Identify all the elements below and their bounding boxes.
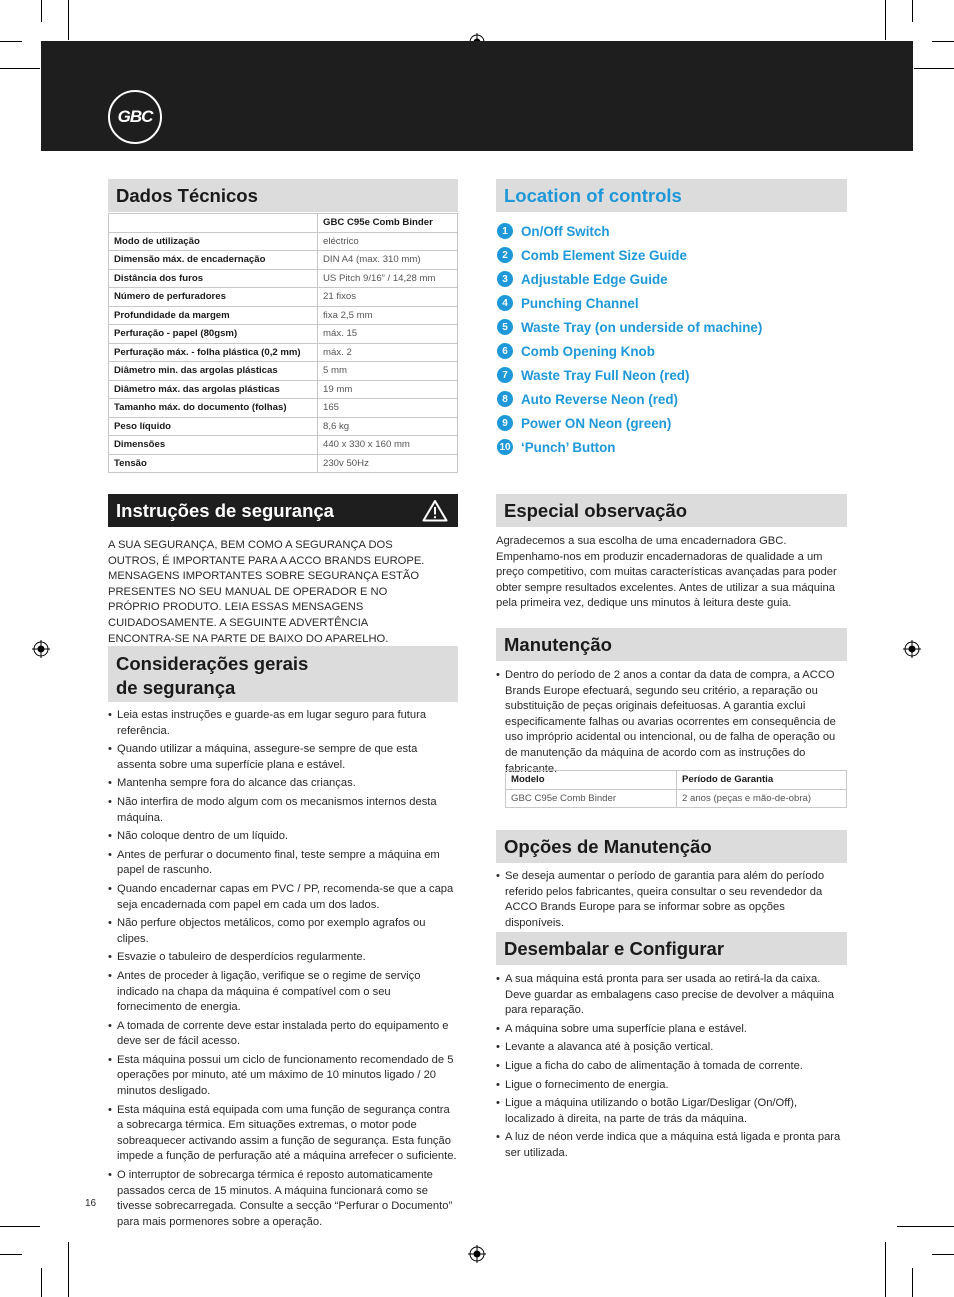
- list-item: • Se deseja aumentar o período de garantia para além do período referido pelos fabricantes, queira consultar o seu revendedor da ACCO Brands Europe para se informar sobre as opções disponíveis.: [496, 869, 847, 931]
- safety-text: A SUA SEGURANÇA, BEM COMO A SEGURANÇA DOS OUTROS, É IMPORTANTE PARA A ACCO BRANDS EUROPE. MENSAGENS IMPORTANTES SOBRE SEGURANÇA ESTÃO PRESENTES NO SEU MANUAL DE OPERADOR E NO PRÓPRIO PRODUTO. LEIA ESSAS MENSAGENS CUIDADOSAMENTE. A SEGUINTE ADVERTÊNCIA ENCONTRA-SE NA PARTE DE BAIXO DO APARELHO.: [108, 539, 425, 645]
- section-header-tech: [108, 179, 458, 212]
- crop-mark: [885, 1242, 886, 1297]
- list-item: [497, 219, 762, 243]
- control-label: On/Off Switch: [521, 223, 610, 239]
- list-item: • Ligue o fornecimento de energia.: [496, 1078, 847, 1094]
- list-item: • A sua máquina está pronta para ser usada ao retirá-la da caixa. Deve guardar as embalagens caso precise de devolver a máquina para reparação.: [496, 972, 847, 1019]
- section-title-line1: Considerações gerais: [116, 653, 309, 674]
- number-badge: 4: [497, 295, 513, 311]
- table-header-row: [506, 771, 847, 790]
- table-row: Tensão 230v 50Hz: [109, 454, 458, 473]
- list-item: • Levante a alavanca até à posição vertical.: [496, 1040, 847, 1056]
- table-row: Perfuração - papel (80gsm) máx. 15: [109, 325, 458, 344]
- control-label: Auto Reverse Neon (red): [521, 391, 678, 407]
- list-item: • Ligue a máquina utilizando o botão Ligar/Desligar (On/Off), localizado à direita, na parte de trás da máquina.: [496, 1096, 847, 1127]
- number-badge: 9: [497, 415, 513, 431]
- list-item: [497, 339, 762, 363]
- list-item: • Ligue a ficha do cabo de alimentação à tomada de corrente.: [496, 1059, 847, 1075]
- control-label: Punching Channel: [521, 295, 639, 311]
- unpack-list: [496, 972, 847, 1165]
- crop-mark: [0, 68, 40, 69]
- table-row: Distância dos furos US Pitch 9/16” / 14,28 mm: [109, 269, 458, 288]
- control-label: Waste Tray (on underside of machine): [521, 319, 763, 335]
- list-item: [497, 435, 762, 459]
- table-row: Peso líquido 8,6 kg: [109, 417, 458, 436]
- number-badge: 1: [497, 223, 513, 239]
- special-text: Agradecemos a sua escolha de uma encadernadora GBC. Empenhamo-nos em produzir encadernadoras de qualidade a um preço competitivo, com muitas características avançadas para poder obter sempre resultados excelentes. Antes de utilizar a sua máquina pela primeira vez, dedique uns minutos à leitura deste guia.: [496, 535, 837, 610]
- number-badge: 10: [497, 439, 513, 455]
- list-item: • A máquina sobre uma superfície plana e estável.: [496, 1022, 847, 1038]
- number-badge: 6: [497, 343, 513, 359]
- crop-mark: [41, 0, 42, 22]
- gbc-logo: [108, 90, 162, 144]
- list-item: • Dentro do período de 2 anos a contar da data de compra, a ACCO Brands Europe efectuará, segundo seu critério, a reparação ou substituição de peças originais defeituosas. A garantia exclui especificamente falhas ou avarias ocorrentes em consequência de uso impróprio acidental ou intencional, ou de falha de operação ou de manutenção da máquina de acordo com as instruções do fabricante.: [496, 668, 847, 777]
- section-title: Especial observação: [504, 500, 688, 521]
- section-header-general: [108, 646, 458, 702]
- registration-mark-icon: [32, 640, 50, 658]
- section-title: Opções de Manutenção: [504, 836, 712, 857]
- section-header-maintenance: [496, 628, 847, 661]
- table-row: Diâmetro máx. das argolas plásticas 19 mm: [109, 380, 458, 399]
- number-badge: 2: [497, 247, 513, 263]
- table-row: Tamanho máx. do documento (folhas) 165: [109, 399, 458, 418]
- crop-mark: [897, 1226, 954, 1227]
- list-item: • Leia estas instruções e guarde-as em lugar seguro para futura referência.: [108, 708, 458, 739]
- list-item: • Esvazie o tabuleiro de desperdícios regularmente.: [108, 950, 458, 966]
- list-item: • Antes de proceder à ligação, verifique se o regime de serviço indicado na chapa da máquina é compatível com o seu fornecimento de energia.: [108, 969, 458, 1016]
- registration-mark-icon: [903, 640, 921, 658]
- crop-mark: [41, 1268, 42, 1297]
- table-row: Perfuração máx. - folha plástica (0,2 mm) máx. 2: [109, 343, 458, 362]
- list-item: • Não coloque dentro de um líquido.: [108, 829, 458, 845]
- list-item: • Quando utilizar a máquina, assegure-se sempre de que esta assenta sobre uma superfície plana e estável.: [108, 742, 458, 773]
- control-label: Comb Element Size Guide: [521, 247, 687, 263]
- table-row: Modo de utilização eléctrico: [109, 232, 458, 251]
- list-item: • O interruptor de sobrecarga térmica é reposto automaticamente passados cerca de 15 minutos. A máquina funcionará como se tivesse sobrecarregada. Consulte a secção “Perfurar o Documento” para mais pormenores sobre a operação.: [108, 1168, 458, 1230]
- crop-mark: [0, 41, 22, 42]
- table-row: Diâmetro min. das argolas plásticas 5 mm: [109, 362, 458, 381]
- crop-mark: [912, 1268, 913, 1297]
- section-header-safety: [108, 494, 458, 527]
- list-item: • Antes de perfurar o documento final, teste sempre a máquina em papel de rascunho.: [108, 848, 458, 879]
- section-header-controls: [496, 179, 847, 212]
- section-header-options: [496, 830, 847, 863]
- logo-text: GBC: [117, 107, 153, 126]
- list-item: [497, 291, 762, 315]
- number-badge: 8: [497, 391, 513, 407]
- table-row: GBC C95e Comb Binder 2 anos (peças e mão-de-obra): [506, 789, 847, 808]
- section-title: Location of controls: [504, 185, 682, 206]
- crop-mark: [885, 0, 886, 40]
- tech-spec-table: [108, 213, 458, 473]
- crop-mark: [68, 1242, 69, 1297]
- general-safety-list: [108, 708, 458, 1233]
- list-item: [497, 411, 762, 435]
- list-item: [497, 387, 762, 411]
- product-header: GBC C95e Comb Binder: [318, 214, 458, 233]
- crop-mark: [0, 1226, 40, 1227]
- list-item: [497, 363, 762, 387]
- section-title-line2: de segurança: [116, 677, 236, 698]
- list-item: • Não perfure objectos metálicos, como por exemplo agrafos ou clipes.: [108, 916, 458, 947]
- control-label: Power ON Neon (green): [521, 415, 672, 431]
- column-header: Período de Garantia: [677, 771, 847, 790]
- table-row: Número de perfuradores 21 fixos: [109, 288, 458, 307]
- list-item: [497, 315, 762, 339]
- registration-mark-icon: [468, 1245, 486, 1263]
- list-item: [497, 243, 762, 267]
- list-item: • Não interfira de modo algum com os mecanismos internos desta máquina.: [108, 795, 458, 826]
- section-title: Desembalar e Configurar: [504, 938, 725, 959]
- list-item: [497, 267, 762, 291]
- crop-mark: [68, 0, 69, 40]
- warranty-table: [505, 770, 847, 808]
- number-badge: 5: [497, 319, 513, 335]
- crop-mark: [914, 68, 954, 69]
- list-item: • Mantenha sempre fora do alcance das crianças.: [108, 776, 458, 792]
- list-item: • A luz de néon verde indica que a máquina está ligada e pronta para ser utilizada.: [496, 1130, 847, 1161]
- control-label: ‘Punch’ Button: [521, 439, 616, 455]
- control-label: Waste Tray Full Neon (red): [521, 367, 690, 383]
- number-badge: 7: [497, 367, 513, 383]
- list-item: • Esta máquina está equipada com uma função de segurança contra a sobrecarga térmica. Em situações extremas, o motor pode sobreaquecer activando assim a função de segurança. Esta função impede a função de perfuração até a máquina arrefecer o suficiente.: [108, 1103, 458, 1165]
- crop-mark: [0, 1254, 22, 1255]
- list-item: • Esta máquina possui um ciclo de funcionamento recomendado de 5 operações por minuto, até um máximo de 10 minutos ligado / 20 minutos desligado.: [108, 1053, 458, 1100]
- section-header-unpack: [496, 932, 847, 965]
- number-badge: 3: [497, 271, 513, 287]
- crop-mark: [932, 1254, 954, 1255]
- header-band: [41, 41, 913, 151]
- page-number: 16: [85, 1198, 97, 1209]
- warning-triangle-icon: [422, 499, 448, 522]
- section-title: Manutenção: [504, 634, 612, 655]
- table-header-row: [109, 214, 458, 233]
- table-row: Dimensão máx. de encadernação DIN A4 (max. 310 mm): [109, 251, 458, 270]
- column-header: Modelo: [506, 771, 677, 790]
- list-item: • Quando encadernar capas em PVC / PP, recomenda-se que a capa seja encadernada com papel em cada um dos lados.: [108, 882, 458, 913]
- crop-mark: [912, 0, 913, 22]
- list-item: • A tomada de corrente deve estar instalada perto do equipamento e deve ser de fácil acesso.: [108, 1019, 458, 1050]
- section-title: Instruções de segurança: [116, 500, 334, 521]
- section-header-special: [496, 494, 847, 527]
- maintenance-list: [496, 668, 847, 780]
- crop-mark: [932, 41, 954, 42]
- controls-list: [497, 219, 762, 459]
- table-row: Profundidade da margem fixa 2,5 mm: [109, 306, 458, 325]
- section-title: Dados Técnicos: [116, 185, 258, 206]
- table-row: Dimensões 440 x 330 x 160 mm: [109, 436, 458, 455]
- control-label: Comb Opening Knob: [521, 343, 655, 359]
- control-label: Adjustable Edge Guide: [521, 271, 668, 287]
- options-list: [496, 869, 847, 934]
